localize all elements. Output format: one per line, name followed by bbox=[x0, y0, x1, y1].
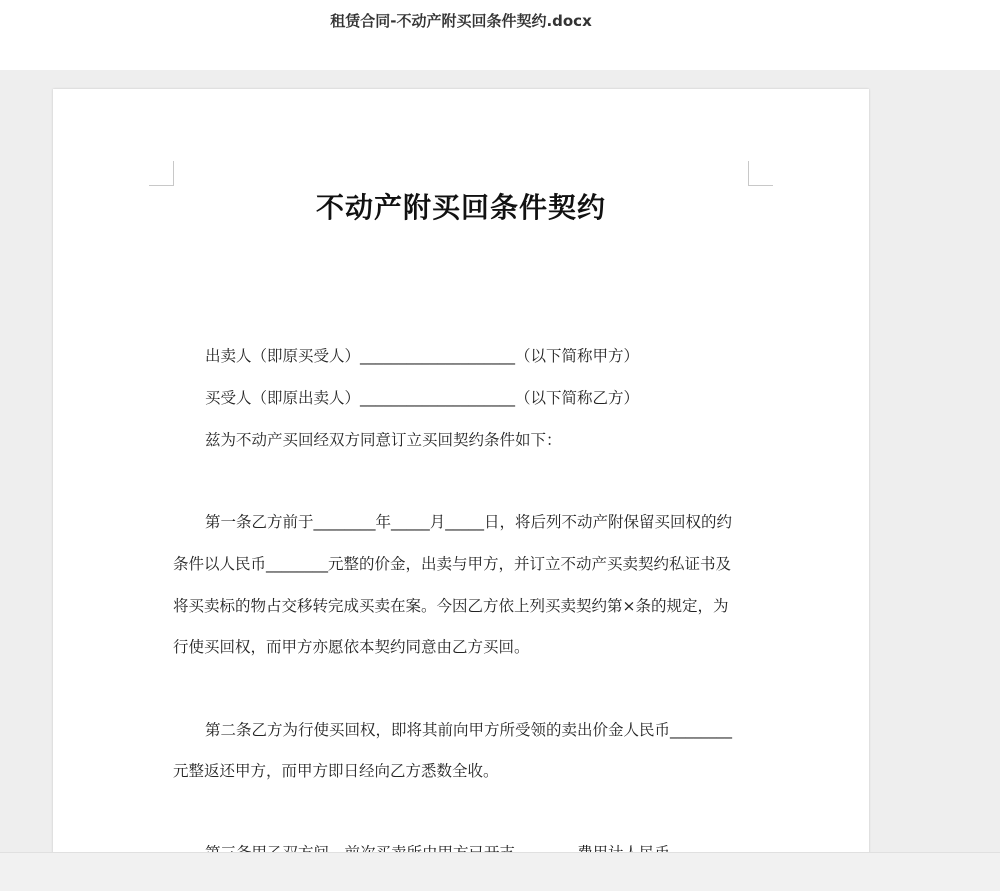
paragraph-line: 买受人（即原出卖人）____________________（以下简称乙方） bbox=[205, 389, 640, 407]
margin-corner-mark bbox=[748, 161, 773, 186]
paragraph-line: 兹为不动产买回经双方同意订立买回契约条件如下： bbox=[205, 431, 562, 449]
document-page[interactable] bbox=[53, 89, 869, 889]
paragraph-line: 将买卖标的物占交移转完成买卖在案。今因乙方依上列买卖契约第×条的规定，为 bbox=[173, 597, 729, 615]
paragraph-line: 元整返还甲方，而甲方即日经向乙方悉数全收。 bbox=[173, 762, 499, 780]
margin-corner-mark bbox=[149, 161, 174, 186]
paragraph-line: 第一条乙方前于________年_____月_____日，将后列不动产附保留买回权的约 bbox=[205, 513, 733, 531]
document-title: 不动产附买回条件契约 bbox=[315, 191, 606, 224]
document-workspace[interactable] bbox=[0, 70, 1000, 852]
bottom-bar bbox=[0, 852, 1000, 891]
document-filename: 租赁合同-不动产附买回条件契约.docx bbox=[330, 12, 592, 30]
paragraph-line: 出卖人（即原买受人）____________________（以下简称甲方） bbox=[205, 347, 640, 365]
title-bar bbox=[0, 0, 1000, 70]
paragraph-line: 第二条乙方为行使买回权，即将其前向甲方所受领的卖出价金人民币________ bbox=[205, 721, 733, 739]
paragraph-line: 条件以人民币________元整的价金，出卖与甲方，并订立不动产买卖契约私证书及 bbox=[173, 555, 732, 573]
paragraph-line: 行使买回权，而甲方亦愿依本契约同意由乙方买回。 bbox=[173, 638, 530, 656]
